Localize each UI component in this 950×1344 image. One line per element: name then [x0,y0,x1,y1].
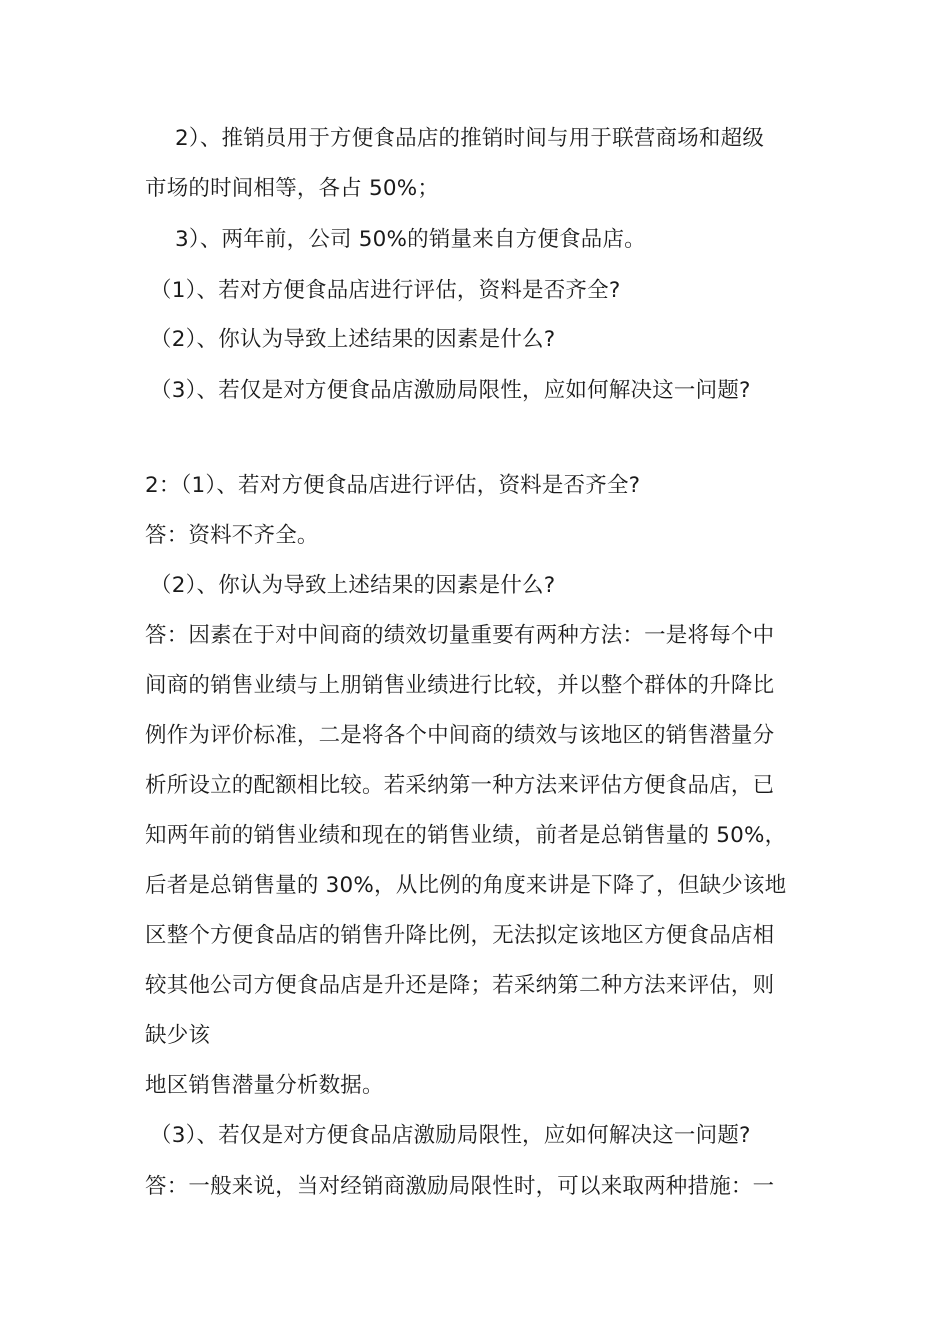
section-heading: 2：（1）、若对方便食品店进行评估，资料是否齐全? [145,473,641,498]
text-line: 后者是总销售量的 30%，从比例的角度来讲是下降了，但缺少该地 [145,873,787,898]
question-line: （3）、若仅是对方便食品店激励局限性，应如何解决这一问题? [150,1123,751,1148]
text-line: 2）、推销员用于方便食品店的推销时间与用于联营商场和超级 [175,126,765,151]
answer-line: 答：一般来说，当对经销商激励局限性时，可以来取两种措施：一 [145,1174,775,1199]
text-line: 3）、两年前，公司 50%的销量来自方便食品店。 [175,227,646,252]
text-line: 较其他公司方便食品店是升还是降；若采纳第二种方法来评估，则 [145,973,775,998]
text-line: 析所设立的配额相比较。若采纳第一种方法来评估方便食品店，已 [145,773,775,798]
text-line: 知两年前的销售业绩和现在的销售业绩，前者是总销售量的 50%， [145,823,787,848]
question-line: （2）、你认为导致上述结果的因素是什么? [150,327,556,352]
text-line: 区整个方便食品店的销售升降比例，无法拟定该地区方便食品店相 [145,923,775,948]
answer-line: 答：因素在于对中间商的绩效切量重要有两种方法：一是将每个中 [145,623,775,648]
question-line: （2）、你认为导致上述结果的因素是什么? [150,573,556,598]
text-line: 间商的销售业绩与上朋销售业绩进行比较，并以整个群体的升降比 [145,673,775,698]
question-line: （3）、若仅是对方便食品店激励局限性，应如何解决这一问题? [150,378,751,403]
text-line: 市场的时间相等，各占 50%； [145,176,440,201]
text-line: 地区销售潜量分析数据。 [145,1073,384,1098]
answer-line: 答：资料不齐全。 [145,523,319,548]
text-line: 例作为评价标准，二是将各个中间商的绩效与该地区的销售潜量分 [145,723,775,748]
question-line: （1）、若对方便食品店进行评估，资料是否齐全? [150,278,621,303]
text-line: 缺少该 [145,1023,211,1048]
